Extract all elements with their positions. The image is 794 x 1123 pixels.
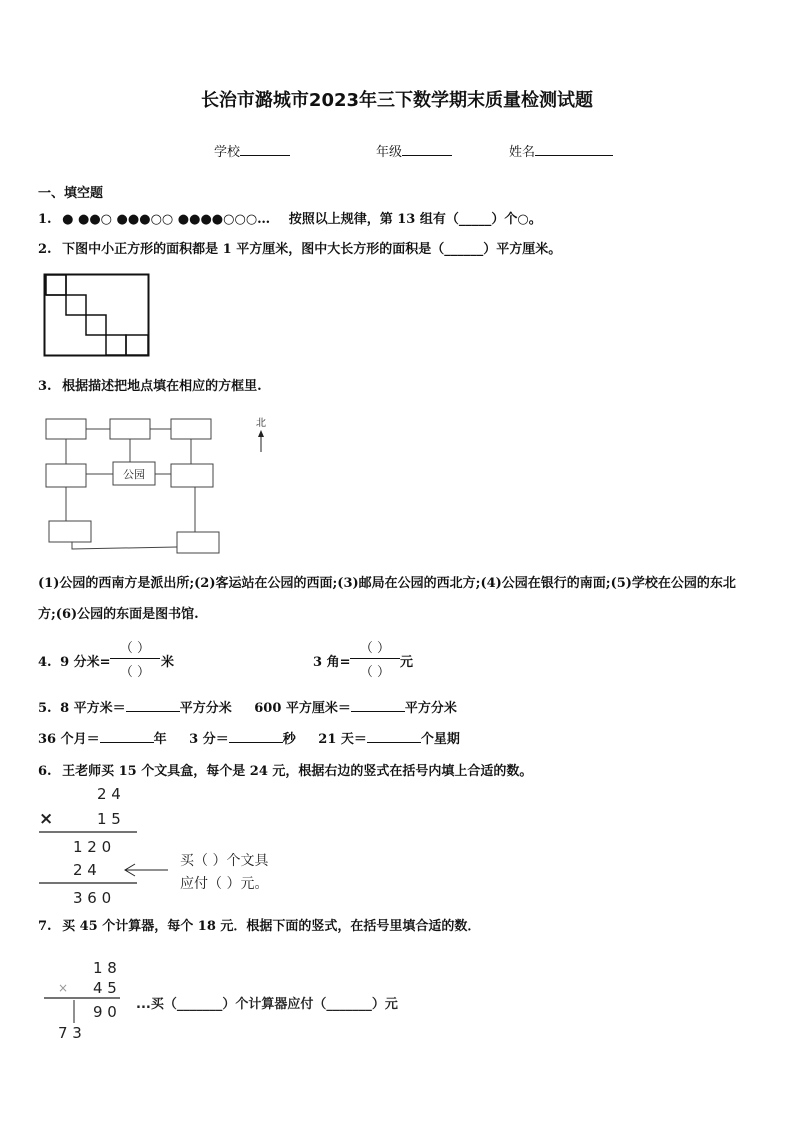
q6-annotation-2: 应付（ ）元。 [180, 876, 269, 892]
q4-a-unit: 米 [161, 655, 175, 670]
map-diagram [40, 410, 280, 560]
multiply-icon: × [39, 809, 54, 829]
rectangle-figure [43, 272, 151, 358]
grade-field[interactable] [376, 141, 452, 160]
q7-row-2: 4 5 [93, 979, 117, 997]
q5-unit: 平方分米 [179, 701, 232, 716]
map-box[interactable] [171, 464, 213, 487]
q5-line-1 [38, 697, 457, 716]
q4-b-unit: 元 [400, 655, 414, 670]
q5-unit: 个星期 [420, 732, 460, 747]
q5-unit: 秒 [282, 732, 296, 747]
grade-blank[interactable] [402, 143, 452, 156]
small-square [66, 295, 86, 315]
answer-blank[interactable] [367, 730, 421, 743]
section-heading: 一、填空题 [38, 186, 104, 201]
q4-a-left: 9 分米= [60, 655, 111, 670]
q6-annotation-1: 买（ ）个文具 [180, 853, 269, 869]
park-label: 公园 [123, 468, 145, 481]
numerator-blank[interactable]: （ ） [119, 641, 151, 656]
north-arrowhead-icon [258, 430, 264, 437]
map-box[interactable] [46, 464, 86, 487]
q5-expr: 600 平方厘米＝ [254, 701, 351, 716]
answer-blank[interactable] [100, 730, 154, 743]
q4-a-fraction[interactable] [110, 637, 160, 680]
q6-text: 王老师买 15 个文具盒，每个是 24 元，根据右边的竖式在括号内填上合适的数。 [62, 764, 533, 779]
q7-row-3: 9 0 [93, 1003, 117, 1021]
answer-blank[interactable] [351, 699, 405, 712]
q6-row-1: 2 4 [97, 785, 121, 803]
q6-row-2: 1 5 [97, 810, 121, 828]
school-label: 学校 [214, 145, 241, 160]
q5-line-2 [38, 728, 460, 747]
map-box[interactable] [177, 532, 219, 553]
q1-number: 1. [38, 212, 52, 227]
q5-unit: 年 [153, 732, 167, 747]
q6-number: 6. [38, 764, 52, 779]
small-square [106, 335, 126, 355]
q7-annotation: ...买（_______）个计算器应付（_______）元 [136, 997, 398, 1012]
q5-expr: 8 平方米＝ [60, 701, 126, 716]
question-6 [38, 760, 532, 779]
page-title: 长治市潞城市2023年三下数学期末质量检测试题 [200, 90, 594, 111]
q4-b-left: 3 角= [313, 655, 351, 670]
denominator-blank[interactable]: （ ） [359, 665, 391, 680]
denominator-blank[interactable]: （ ） [119, 665, 151, 680]
q3-description-line1: (1)公园的西南方是派出所;(2)客运站在公园的西面;(3)邮局在公园的西北方;(4)公园在银行的南面;(5)学校在公园的东北 [38, 576, 736, 591]
grade-label: 年级 [376, 145, 403, 160]
question-3 [38, 375, 262, 394]
small-square [126, 335, 148, 355]
q7-number: 7. [38, 919, 52, 934]
school-field[interactable] [214, 141, 290, 160]
school-blank[interactable] [240, 143, 290, 156]
question-2 [38, 238, 561, 257]
q4-part-a [38, 651, 111, 670]
q5-expr: 21 天＝ [318, 732, 367, 747]
q4-b-fraction[interactable] [350, 637, 400, 680]
q3-number: 3. [38, 379, 52, 394]
q3-description-line2: 方;(6)公园的东面是图书馆. [38, 607, 199, 622]
name-label: 姓名 [509, 145, 536, 160]
answer-blank[interactable] [126, 699, 180, 712]
q2-number: 2. [38, 242, 52, 257]
q5-expr: 3 分＝ [189, 732, 229, 747]
q7-row-1: 1 8 [93, 959, 117, 977]
answer-blank[interactable] [229, 730, 283, 743]
name-blank[interactable] [535, 143, 613, 156]
map-box[interactable] [171, 419, 211, 439]
q6-row-4: 2 4 [73, 861, 97, 879]
map-box[interactable] [110, 419, 150, 439]
q5-number: 5. [38, 701, 52, 716]
question-1 [38, 208, 542, 227]
map-box[interactable] [46, 419, 86, 439]
multiply-icon: × [58, 981, 69, 995]
q7-vertical-multiplication [38, 955, 438, 1040]
small-square [46, 275, 66, 295]
q6-row-5: 3 6 0 [73, 889, 112, 907]
q4-number: 4. [38, 655, 52, 670]
q7-text: 买 45 个计算器，每个 18 元．根据下面的竖式，在括号里填合适的数． [62, 919, 481, 934]
q5-unit: 平方分米 [404, 701, 457, 716]
q1-text: 按照以上规律，第 13 组有（_____）个○。 [288, 212, 542, 227]
q7-row-cut: 7 3 [58, 1024, 82, 1040]
small-square [86, 315, 106, 335]
name-field[interactable] [509, 141, 613, 160]
q2-text: 下图中小正方形的面积都是 1 平方厘米，图中大长方形的面积是（______）平方厘米。 [62, 242, 562, 257]
q1-dot-sequence: ● ●●○ ●●●○○ ●●●●○○○… [62, 212, 271, 227]
question-7 [38, 915, 480, 934]
q6-row-3: 1 2 0 [73, 838, 112, 856]
numerator-blank[interactable]: （ ） [359, 641, 391, 656]
north-label: 北 [256, 418, 266, 429]
q6-vertical-multiplication [35, 780, 335, 910]
q5-expr: 36 个月＝ [38, 732, 100, 747]
q3-text: 根据描述把地点填在相应的方框里. [62, 379, 262, 394]
map-box[interactable] [49, 521, 91, 542]
